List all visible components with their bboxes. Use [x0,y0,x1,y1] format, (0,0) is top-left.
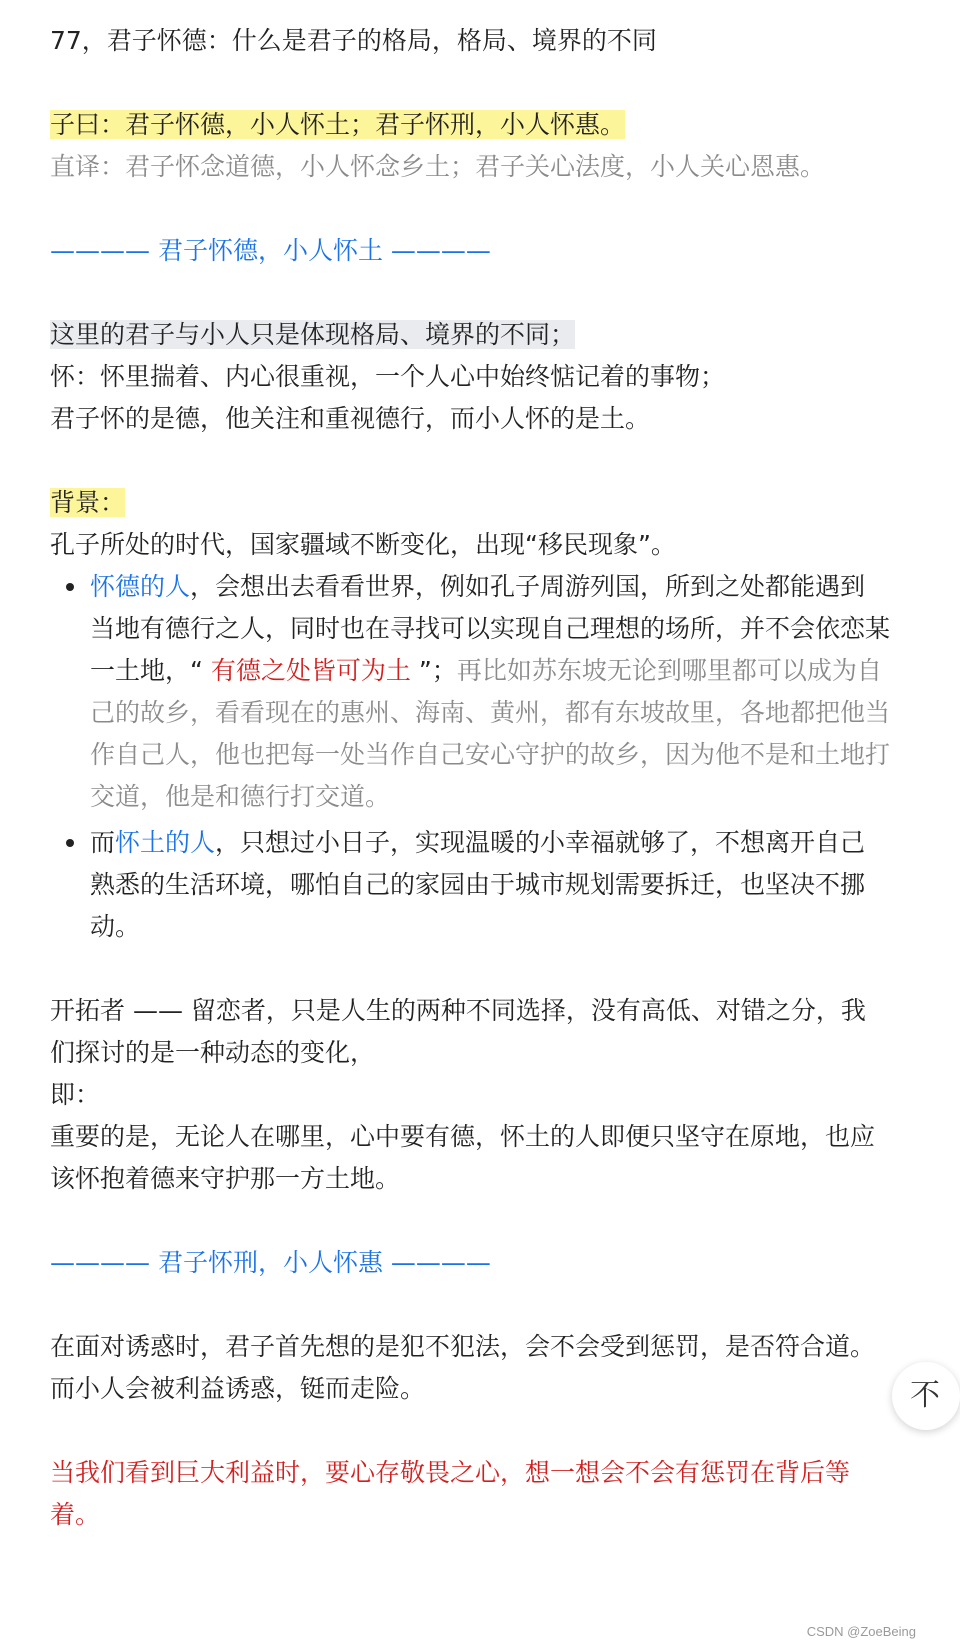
list-item [90,822,890,948]
article [50,20,890,1536]
intro-line [50,314,890,356]
section-heading-2: ———— 君子怀刑，小人怀惠 ———— [50,1248,491,1277]
bullet-gray-text: 再比如苏东坡无论到哪里都可以成为自己的故乡，看看现在的惠州、海南、黄州，都有东坡故里，各地都把他当作自己人，他也把每一处当作自己安心守护的故乡，因为他不是和土地打交道，他是和德行打交道。 [90,656,891,811]
watermark: CSDN @ZoeBeing [806,1624,916,1639]
translation-text: 直译：君子怀念道德，小人怀念乡土；君子关心法度，小人关心恩惠。 [50,152,826,181]
section2-red-text: 当我们看到巨大利益时，要心存敬畏之心，想一想会不会有惩罚在背后等着。 [50,1458,851,1529]
bullet-list [50,566,890,948]
floating-action-button[interactable]: 不 [892,1362,960,1430]
conclusion-connector: 即： [50,1080,101,1109]
quote-line [50,104,890,146]
bullet-text: ，会想出去看看世界，例如孔子周游列国，所到之处都能遇到当地有德行之人，同时也在寻找可以实现自己理想的场所，并不会依恋某一土地，“ [90,572,891,685]
article-title: 77，君子怀德：什么是君子的格局，格局、境界的不同 [50,26,657,55]
bullet-text-close: ”； [418,656,457,685]
conclusion-text: 开拓者 —— 留恋者，只是人生的两种不同选择，没有高低、对错之分，我们探讨的是一种动态的变化， [50,996,866,1067]
explanation-line: 君子怀的是德，他关注和重视德行，而小人怀的是土。 [50,404,651,433]
bullet-prefix: 而 [90,828,116,857]
bullet-keyword: 怀土的人 [115,828,216,857]
bullet-red-quote: 有德之处皆可为土 [202,656,419,685]
list-item [90,566,890,818]
quote-highlight: 子曰：君子怀德，小人怀土；君子怀刑，小人怀惠。 [50,110,626,139]
section2-text: 在面对诱惑时，君子首先想的是犯不犯法，会不会受到惩罚，是否符合道。而小人会被利益诱惑，铤而走险。 [50,1332,876,1403]
section-heading-1: ———— 君子怀德，小人怀土 ———— [50,236,491,265]
background-label: 背景： [50,488,126,517]
conclusion-main: 重要的是，无论人在哪里，心中要有德，怀土的人即便只坚守在原地，也应该怀抱着德来守护那一方土地。 [50,1122,876,1193]
intro-highlight: 这里的君子与小人只是体现格局、境界的不同； [50,320,576,349]
bullet-keyword: 怀德的人 [90,572,191,601]
bullet-text: ，只想过小日子，实现温暖的小幸福就够了，不想离开自己熟悉的生活环境，哪怕自己的家园由于城市规划需要拆迁，也坚决不挪动。 [90,828,866,941]
background-label-line [50,482,890,524]
background-text: 孔子所处的时代，国家疆域不断变化，出现“移民现象”。 [50,530,676,559]
definition-line: 怀：怀里揣着、内心很重视，一个人心中始终惦记着的事物； [50,362,726,391]
